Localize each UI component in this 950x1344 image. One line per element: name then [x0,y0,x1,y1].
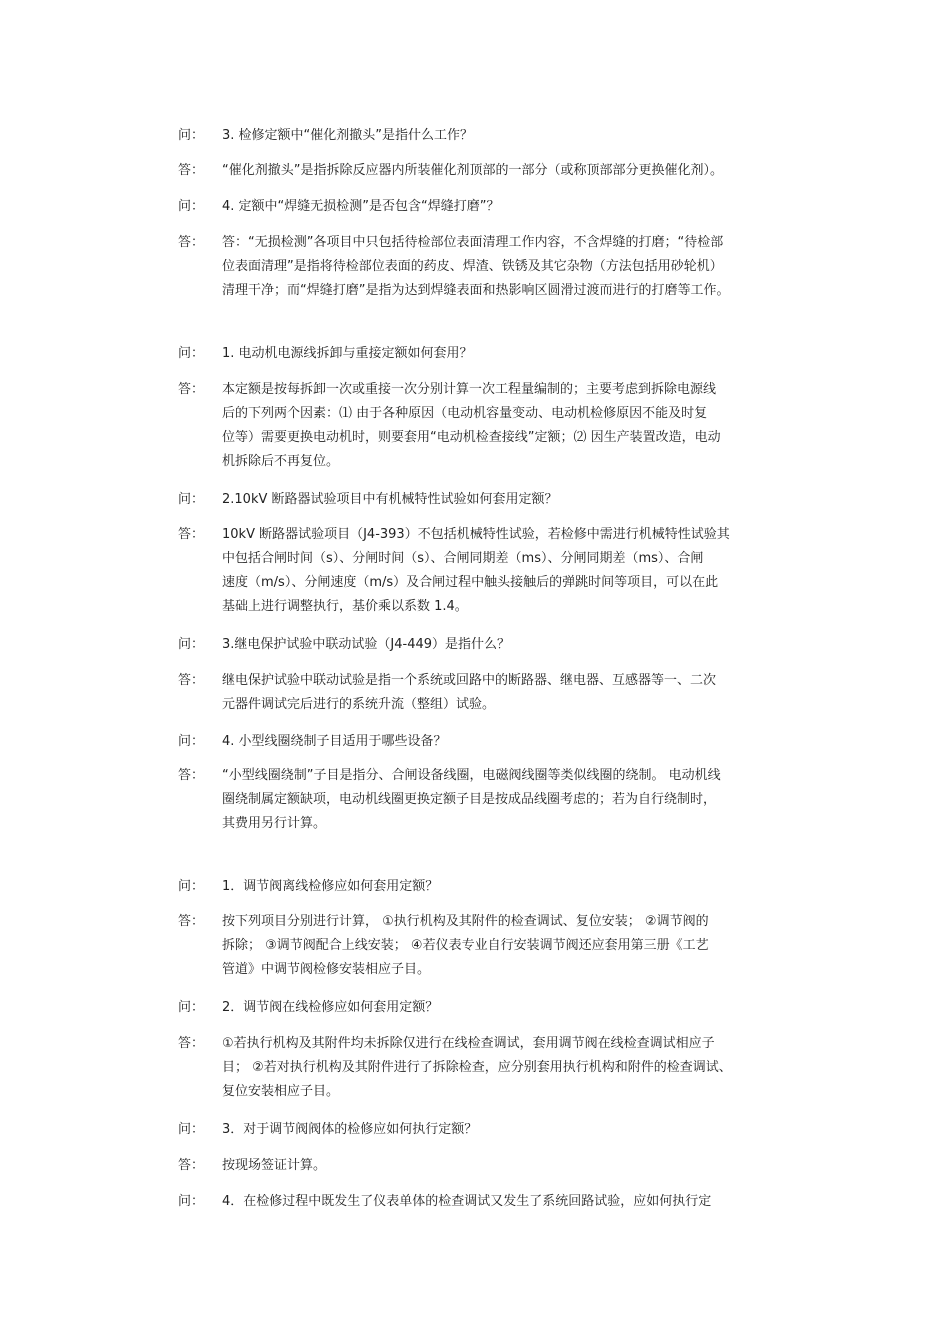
question-label: 问： [178,734,205,749]
question-label: 问： [178,128,205,143]
question-label: 问： [178,637,205,652]
question-text: 1．调节阀离线检修应如何套用定额？ [222,879,439,894]
question-label: 问： [178,346,205,361]
question-text: 3．对于调节阀阀体的检修应如何执行定额？ [222,1122,478,1137]
answer-label: 答： [178,1158,205,1173]
answer-text: 按现场签证计算。 [222,1158,327,1173]
answer-text: 答：“无损检测”各项目中只包括待检部位表面清理工作内容，不含焊缝的打磨；“待检部 位表面清理”是指将待检部位表面的药皮、焊渣、铁锈及其它杂物（方法包括用砂轮机） 清理干净；而“焊缝打磨”是指为达到焊缝表面和热影响区圆滑过渡而进行的打磨等工作。 [222,235,730,298]
answer-label: 答： [178,235,205,250]
answer-label: 答： [178,1036,205,1051]
question-label: 问： [178,199,205,214]
answer-label: 答： [178,768,205,783]
question-text: 4. 定额中“焊缝无损检测”是否包含“焊缝打磨”？ [222,199,500,214]
question-text: 2.10kV 断路器试验项目中有机械特性试验如何套用定额？ [222,492,558,507]
question-label: 问： [178,1000,205,1015]
answer-label: 答： [178,382,205,397]
question-text: 4. 小型线圈绕制子目适用于哪些设备？ [222,734,447,749]
answer-text: 继电保护试验中联动试验是指一个系统或回路中的断路器、继电器、互感器等一、二次 元器件调试完后进行的系统升流（整组）试验。 [222,673,717,712]
answer-text: 本定额是按每拆卸一次或重接一次分别计算一次工程量编制的；主要考虑到拆除电源线 后的下列两个因素：⑴ 由于各种原因（电动机容量变动、电动机检修原因不能及时复 位等）需要更换电动机时，则要套用“电动机检查接线”定额；⑵ 因生产装置改造，电动 机拆除后不再复位。 [222,382,721,469]
answer-text: 按下列项目分别进行计算， ①执行机构及其附件的检查调试、复位安装； ②调节阀的 拆除； ③调节阀配合上线安装； ④若仪表专业自行安装调节阀还应套用第三册《工艺 管道》中调节阀检修安装相应子目。 [222,914,709,977]
question-label: 问： [178,879,205,894]
answer-text: ①若执行机构及其附件均未拆除仅进行在线检查调试，套用调节阀在线检查调试相应子 目； ②若对执行机构及其附件进行了拆除检查，应分别套用执行机构和附件的检查调试、 复位安装相应子目。 [222,1036,732,1099]
answer-label: 答： [178,163,205,178]
question-text: 4．在检修过程中既发生了仪表单体的检查调试又发生了系统回路试验，应如何执行定 [222,1194,712,1209]
question-text: 2．调节阀在线检修应如何套用定额？ [222,1000,439,1015]
question-text: 3.继电保护试验中联动试验（J4-449）是指什么？ [222,637,511,652]
question-label: 问： [178,1194,205,1209]
answer-text: “催化剂撤头”是指拆除反应器内所装催化剂顶部的一部分（或称顶部部分更换催化剂）。 [222,163,723,178]
answer-label: 答： [178,527,205,542]
question-label: 问： [178,492,205,507]
question-text: 3. 检修定额中“催化剂撤头”是指什么工作？ [222,128,474,143]
question-label: 问： [178,1122,205,1137]
answer-text: “小型线圈绕制”子目是指分、合闸设备线圈，电磁阀线圈等类似线圈的绕制。 电动机线 圈绕制属定额缺项，电动机线圈更换定额子目是按成品线圈考虑的；若为自行绕制时， 其费用另行计算。 [222,768,721,831]
answer-label: 答： [178,673,205,688]
answer-text: 10kV 断路器试验项目（J4-393）不包括机械特性试验，若检修中需进行机械特性试验其 中包括合闸时间（s）、分闸时间（s）、合闸同期差（ms）、分闸同期差（ms）、合闸 速度（m/s）、分闸速度（m/s）及合闸过程中触头接触后的弹跳时间等项目，可以在此 基础上进行调整执行，基价乘以系数 1.4。 [222,527,730,614]
question-text: 1. 电动机电源线拆卸与重接定额如何套用？ [222,346,473,361]
answer-label: 答： [178,914,205,929]
